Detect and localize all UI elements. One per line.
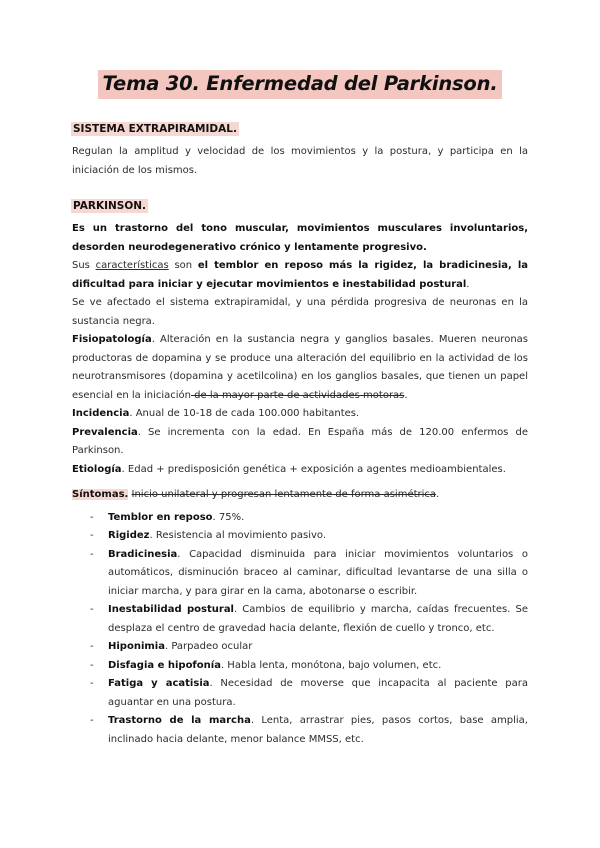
etio-text: . Edad + predisposición genética + exposición a agentes medioambientales. [121, 463, 506, 475]
fisio-end: . [404, 389, 408, 401]
parkinson-sistema: Se ve afectado el sistema extrapiramidal, y una pérdida progresiva de neuronas en la sustancia negra. [72, 297, 528, 327]
fisio-label: Fisiopatología [72, 334, 152, 345]
item-text: . Parpadeo ocular [164, 641, 253, 652]
extrapiramidal-text: Regulan la amplitud y velocidad de los movimientos y la postura, y participa en la iniciación de los mismos. [72, 146, 528, 176]
item-label: Hiponimia [108, 641, 165, 652]
parkinson-etiologia [72, 461, 528, 480]
item-text: . Lenta, arrastrar pies, pasos cortos, base amplia, inclinado hacia delante, menor balance MMSS, etc. [108, 715, 528, 745]
item-text: . Cambios de equilibrio y marcha, caídas frecuentes. Se desplaza el centro de gravedad hacia delante, flexión de cuello y tronco, etc. [108, 604, 528, 634]
fisio-text: . Alteración en la sustancia negra y ganglios basales. Mueren neuronas productoras de dopamina y se produce una alteración del equilibrio en la actividad de los neurotransmisores (dopamina y acetilcolina) en los ganglios basales, que tienen un papel esencial en la iniciación [72, 334, 528, 401]
title-wrap [72, 70, 528, 99]
list-item: - Trastorno de la marcha. Lenta, arrastrar pies, pasos cortos, base amplia, inclinado hacia delante, menor balance MMSS, etc. [90, 715, 528, 745]
item-label: Rigidez [108, 530, 150, 541]
item-text: . Habla lenta, monótona, bajo volumen, etc. [220, 659, 442, 671]
item-label: Fatiga y acatisia [108, 678, 210, 689]
etio-label: Etiología [72, 463, 122, 475]
section-heading-extrapiramidal: SISTEMA EXTRAPIRAMIDAL. [73, 123, 237, 135]
caract-bold: el temblor en reposo más la rigidez, la bradicinesia, la dificultad para iniciar y ejecutar movimientos e inestabilidad postural [72, 260, 529, 290]
page-title: Tema 30. Enfermedad del Parkinson. [98, 70, 501, 99]
preval-label: Prevalencia [72, 426, 138, 438]
list-item: - Fatiga y acatisia. Necesidad de moverse que incapacita al paciente para aguantar en una postura. [90, 678, 528, 708]
list-item: - Inestabilidad postural. Cambios de equilibrio y marcha, caídas frecuentes. Se desplaza el centro de gravedad hacia delante, flexión de cuello y tronco, etc. [90, 604, 528, 634]
item-label: Temblor en reposo [108, 511, 213, 523]
section-extrapiramidal [72, 117, 528, 180]
list-item: - Temblor en reposo. 75%. [90, 511, 245, 523]
item-label: Disfagia e hipofonía [108, 659, 221, 671]
caract-mid: son [168, 260, 198, 271]
list-item: - Rigidez. Resistencia al movimiento pasivo. [90, 530, 327, 541]
sintomas-label: Síntomas. [72, 489, 129, 500]
item-text: . Resistencia al movimiento pasivo. [149, 530, 327, 541]
parkinson-fisiopatologia [72, 331, 528, 405]
document-page [72, 70, 528, 749]
item-label: Bradicinesia [108, 548, 178, 560]
preval-text: . Se incrementa con la edad. En España más de 120.00 enfermos de Parkinson. [72, 426, 528, 456]
incid-text: . Anual de 10-18 de cada 100.000 habitantes. [129, 408, 360, 419]
caract-end: . [466, 278, 470, 290]
section-sintomas [72, 486, 528, 749]
item-label: Inestabilidad postural [108, 604, 234, 615]
parkinson-caracteristicas [72, 257, 528, 294]
parkinson-incidencia [72, 405, 528, 424]
item-text: . Necesidad de moverse que incapacita al paciente para aguantar en una postura. [108, 678, 528, 708]
section-parkinson [72, 194, 528, 479]
sintomas-desc-end: . [436, 489, 440, 500]
sintomas-desc: Inicio unilateral y progresan lentamente de forma asimétrica [131, 489, 437, 500]
sintomas-heading-line [72, 486, 528, 505]
caract-pre: Sus [72, 260, 96, 271]
sintomas-list [72, 509, 528, 750]
item-text: . Capacidad disminuida para iniciar movimientos voluntarios o automáticos, disminución braceo al caminar, dificultad levantarse de una silla o iniciar marcha, y para girar en la cama, abotonarse o escribir. [108, 548, 528, 597]
list-item: - Disfagia e hipofonía. Habla lenta, monótona, bajo volumen, etc. [90, 659, 442, 671]
list-item: - Bradicinesia. Capacidad disminuida para iniciar movimientos voluntarios o automáticos, disminución braceo al caminar, dificultad levantarse de una silla o iniciar marcha, y para girar en la cama, abotonarse o escribir. [90, 548, 528, 597]
incid-label: Incidencia [72, 408, 130, 419]
parkinson-prevalencia [72, 424, 528, 461]
item-label: Trastorno de la marcha [108, 715, 251, 726]
fisio-strike: de la mayor parte de actividades motoras [191, 389, 405, 401]
list-item: - Hiponimia. Parpadeo ocular [90, 641, 253, 652]
item-text: . 75%. [212, 511, 245, 523]
section-heading-parkinson: PARKINSON. [73, 200, 147, 212]
parkinson-intro: Es un trastorno del tono muscular, movimientos musculares involuntarios, desorden neurodegenerativo crónico y lentamente progresivo. [72, 223, 528, 253]
caract-word: características [95, 260, 169, 271]
